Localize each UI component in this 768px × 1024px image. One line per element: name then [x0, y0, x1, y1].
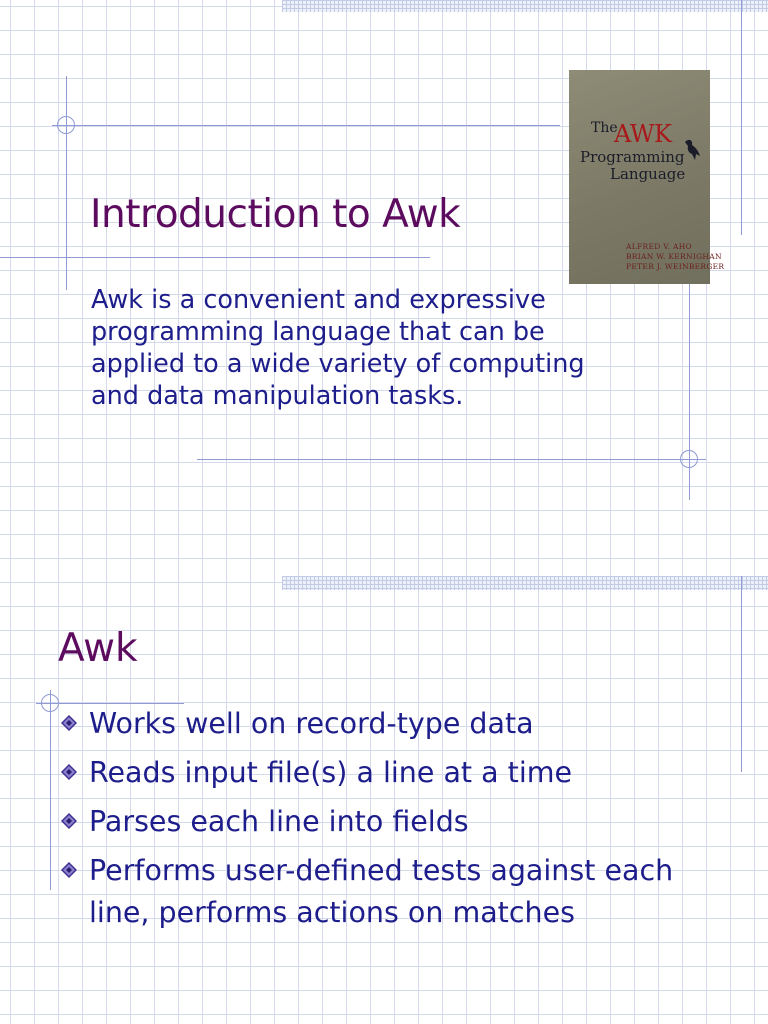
slide1-body-text: Awk is a convenient and expressive programming language that can be applied to a wide variety of computing and data manipulation tasks. [91, 285, 585, 411]
book-cover-language: Language [610, 165, 686, 183]
slide2-pattern-band [282, 576, 768, 590]
slide2-right-rule [741, 576, 742, 772]
slide1-title: Introduction to Awk [90, 192, 461, 237]
diamond-bullet-icon [61, 813, 77, 829]
book-cover-image [569, 70, 725, 284]
slide2-title: Awk [58, 626, 138, 671]
slide2-bullet-list [58, 703, 738, 941]
slide1-right-rule [741, 0, 742, 235]
bullet-text: Reads input file(s) a line at a time [89, 756, 573, 789]
bullet-item [58, 752, 738, 794]
book-cover-author-1: ALFRED V. AHO [626, 242, 692, 251]
bullet-text: Performs user-defined tests against each line, performs actions on matches [89, 854, 674, 929]
book-cover-the: The [591, 120, 618, 136]
bullet-item [58, 703, 738, 745]
slide1-top-rule [52, 125, 560, 126]
diamond-bullet-icon [61, 764, 77, 780]
book-cover-awk: AWK [614, 120, 672, 148]
book-cover-author-2: BRIAN W. KERNIGHAN [626, 252, 722, 261]
diamond-bullet-icon [61, 715, 77, 731]
slide1-bottom-crosshair-ring-icon [680, 450, 698, 468]
slide1-bottom-rule [197, 459, 706, 460]
slide1-crosshair-ring-icon [57, 116, 75, 134]
slide2-crosshair-ring-icon [41, 694, 59, 712]
top-pattern-band [282, 0, 768, 12]
bullet-text: Parses each line into fields [89, 805, 469, 838]
bullet-item [58, 850, 738, 934]
slide1-mid-rule [0, 257, 430, 258]
bullet-text: Works well on record-type data [89, 707, 534, 740]
bullet-item [58, 801, 738, 843]
book-cover-programming: Programming [580, 148, 685, 166]
diamond-bullet-icon [61, 862, 77, 878]
slide2-left-rule [50, 690, 51, 890]
book-cover-author-3: PETER J. WEINBERGER [626, 262, 725, 271]
